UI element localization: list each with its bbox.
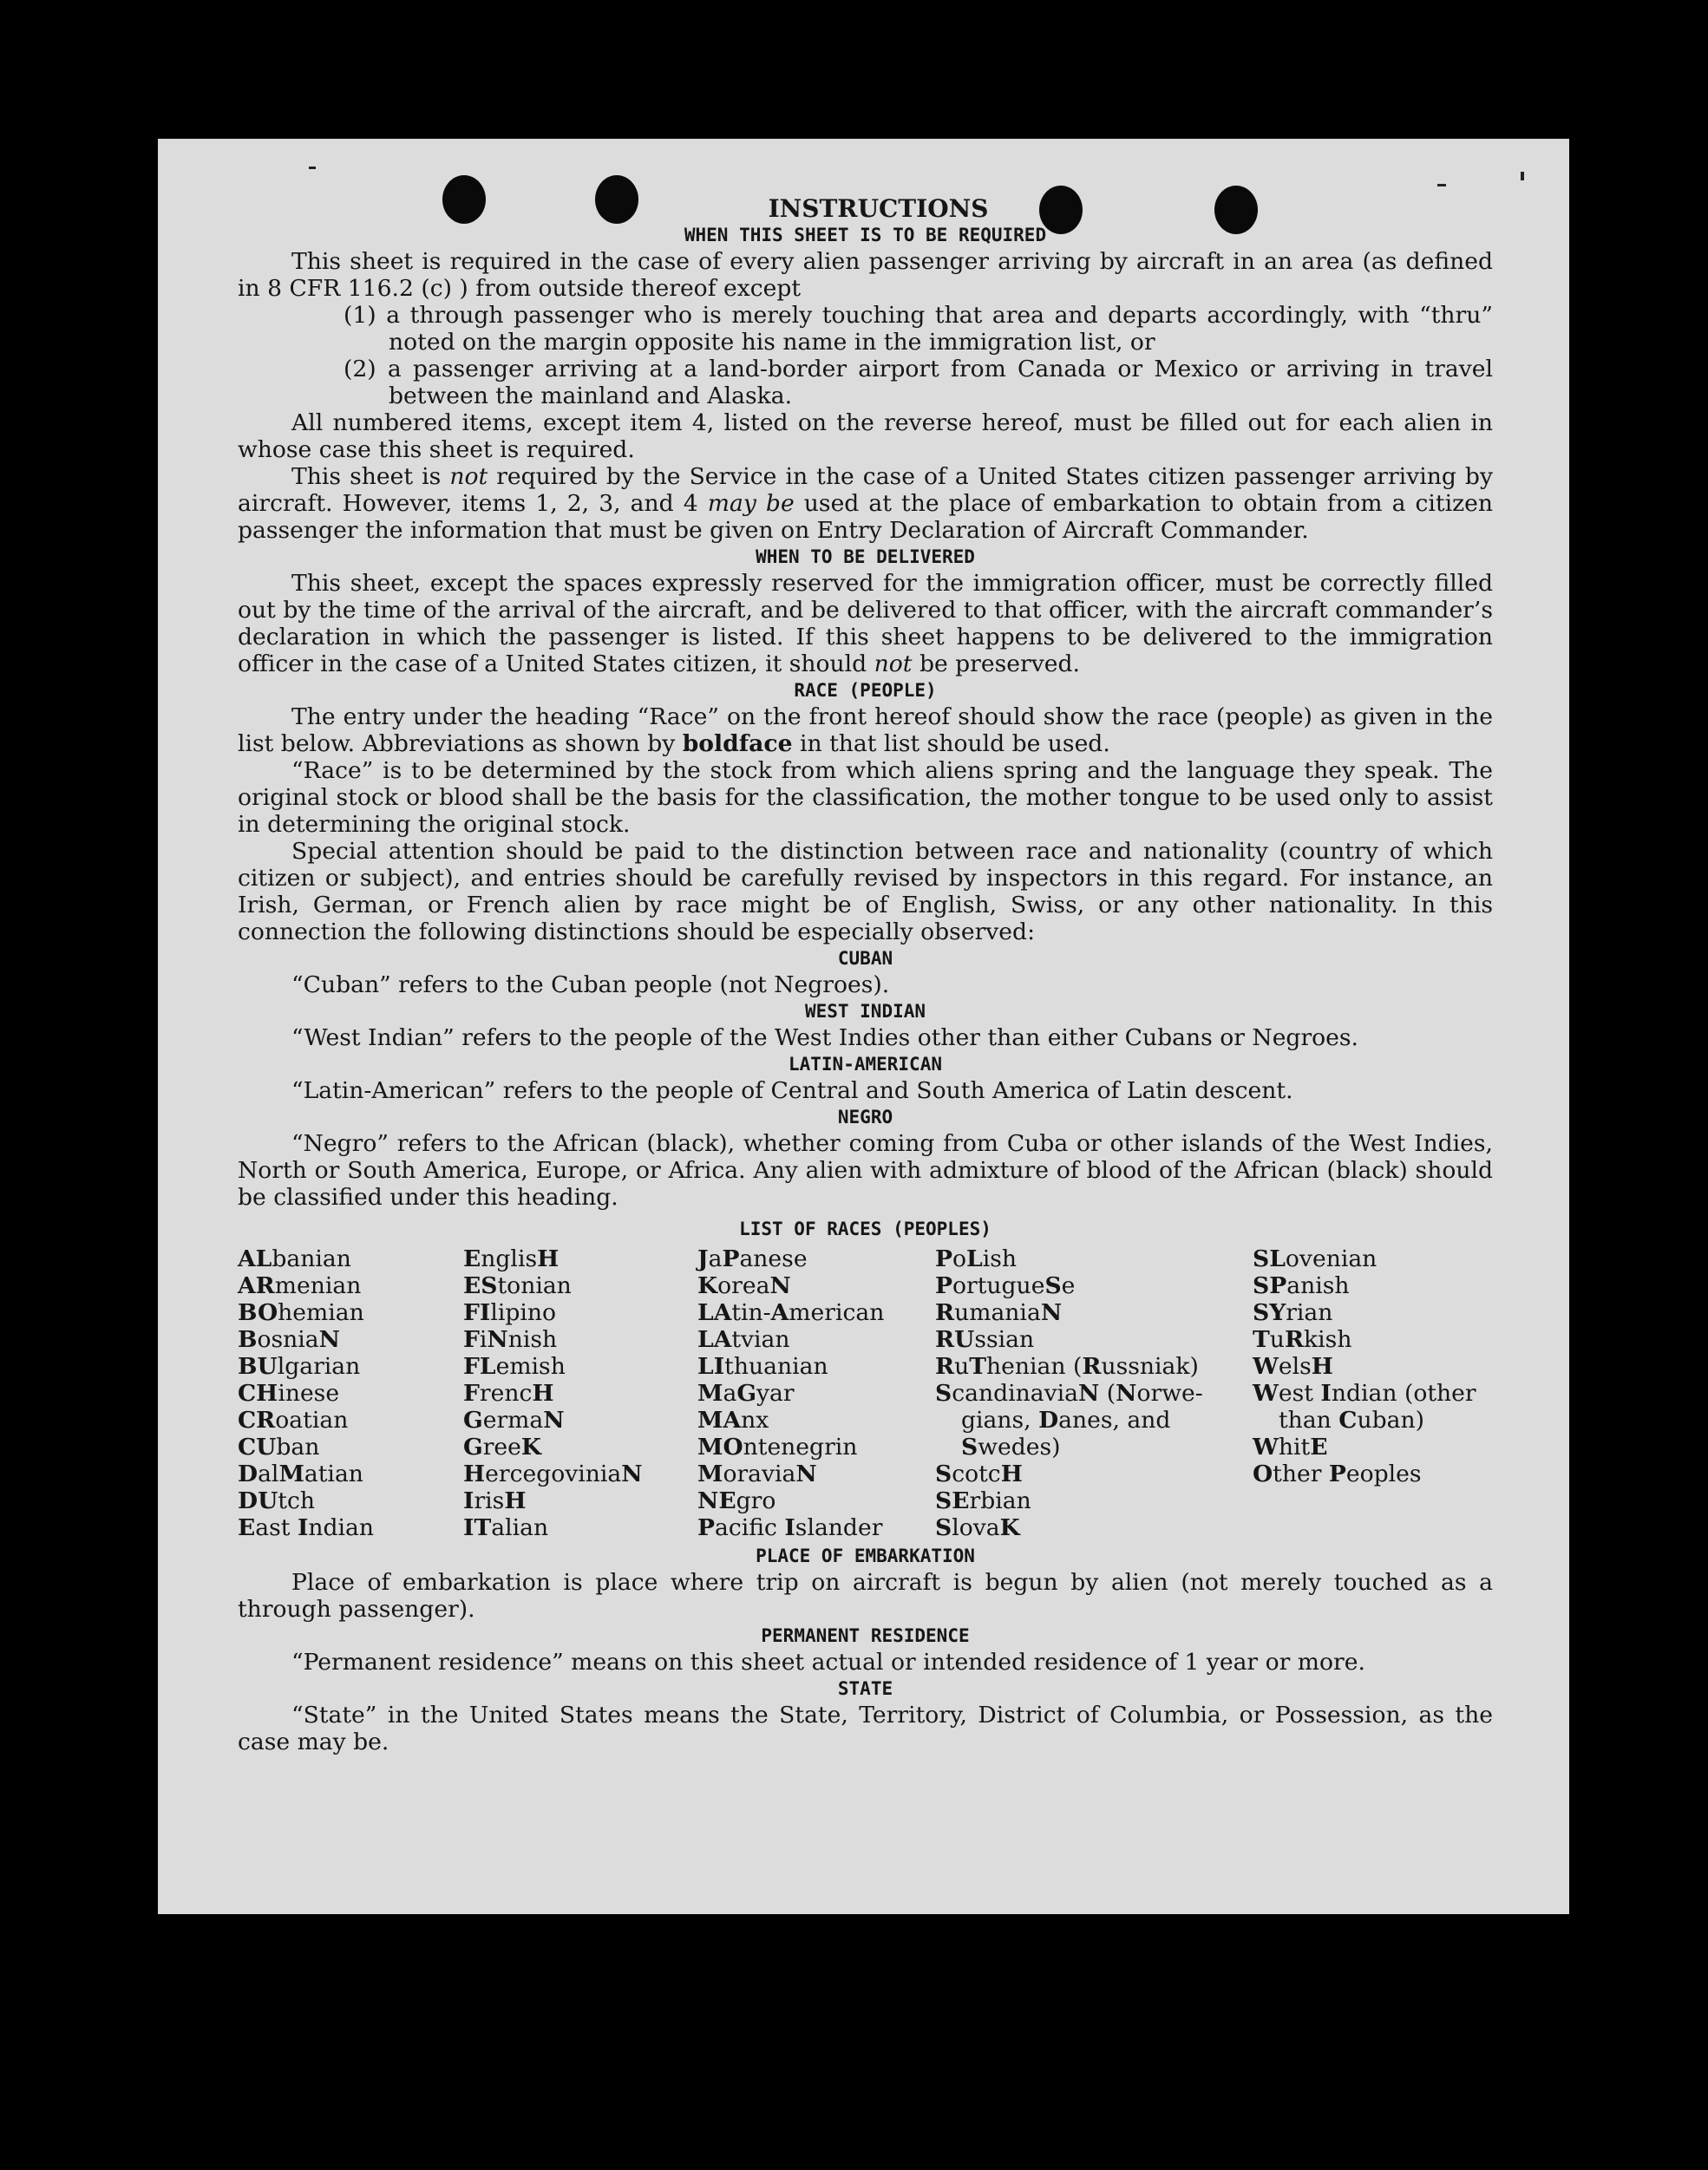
- race-entry-continued: gians, Danes, and: [961, 1407, 1171, 1434]
- race-entry: HercegoviniaN: [463, 1461, 643, 1487]
- text-run: required by the Service in the case of a United States citizen passenger arriving by aircraft. However, items 1, 2, 3, and 4: [238, 463, 1493, 517]
- text-run: The entry under the heading “Race” on the front hereof should show the race (people) as given in the list below. Abbreviations as shown by: [238, 703, 1493, 757]
- section-heading-embarkation: PLACE OF EMBARKATION: [756, 1546, 975, 1566]
- race-entry: EnglisH: [463, 1245, 560, 1272]
- race-entry: SlovaK: [935, 1514, 1020, 1541]
- section-heading-latin-american: LATIN-AMERICAN: [788, 1054, 942, 1075]
- paragraph: This sheet is required in the case of every alien passenger arriving by aircraft in an area (as defined in 8 CFR 116.2 (c) ) from outside thereof except: [238, 248, 1493, 302]
- race-entry: GermaN: [463, 1407, 565, 1434]
- section-heading-state: STATE: [837, 1678, 893, 1699]
- race-entry: JaPanese: [697, 1245, 808, 1272]
- race-entry-continued: Swedes): [961, 1434, 1061, 1461]
- race-entry: FLemish: [463, 1353, 566, 1380]
- text-run-italic: not: [449, 463, 488, 490]
- paragraph: [238, 463, 1493, 544]
- text-run: be preserved.: [912, 650, 1080, 677]
- race-entry: LAtvian: [697, 1326, 790, 1353]
- text-run: This sheet, except the spaces expressly reserved for the immigration officer, must be correctly filled out by the time of the arrival of the aircraft, and be delivered to that officer, with the aircraft commander’s declaration in which the passenger is listed. If this sheet happens to be delivered to the immigration officer in the case of a United States citizen, it should: [238, 570, 1493, 677]
- speck: [1437, 184, 1446, 186]
- text-run: This sheet is: [291, 463, 450, 490]
- race-entry: MOntenegrin: [697, 1434, 858, 1461]
- races-column: [463, 1245, 697, 1541]
- paragraph: All numbered items, except item 4, listed on the reverse hereof, must be filled out for each alien in whose case this sheet is required.: [238, 409, 1493, 463]
- race-entry: BUlgarian: [238, 1353, 361, 1380]
- race-entry: BosniaN: [238, 1326, 340, 1353]
- punch-hole: [442, 175, 486, 224]
- paragraph: “Negro” refers to the African (black), whether coming from Cuba or other islands of the West Indies, North or South America, Europe, or Africa. Any alien with admixture of blood of the African (black) should be classified under this heading.: [238, 1130, 1493, 1211]
- page-title: INSTRUCTIONS: [768, 194, 989, 223]
- race-entry: LAtin-American: [697, 1299, 885, 1326]
- text-run-italic: not: [874, 650, 913, 677]
- races-column: [935, 1245, 1253, 1541]
- section-heading-west-indian: WEST INDIAN: [804, 1001, 926, 1022]
- race-entry: PoLish: [935, 1245, 1017, 1272]
- race-entry: ITalian: [463, 1514, 549, 1541]
- race-entry: FiNnish: [463, 1326, 558, 1353]
- text-run-italic: may be: [707, 490, 795, 517]
- section-heading-when-required: WHEN THIS SHEET IS TO BE REQUIRED: [684, 225, 1047, 245]
- race-entry: ScotcH: [935, 1461, 1023, 1487]
- paragraph: “West Indian” refers to the people of the West Indies other than either Cubans or Negroes.: [291, 1024, 1359, 1051]
- section-heading-list-of-races: LIST OF RACES (PEOPLES): [739, 1219, 991, 1239]
- text-run: in that list should be used.: [792, 730, 1110, 757]
- section-heading-when-delivered: WHEN TO BE DELIVERED: [756, 546, 975, 567]
- race-entry: WelsH: [1253, 1353, 1333, 1380]
- race-entry: Other Peoples: [1253, 1461, 1422, 1487]
- race-entry: DalMatian: [238, 1461, 363, 1487]
- race-entry: West Indian (other: [1253, 1380, 1476, 1407]
- race-entry: RumaniaN: [935, 1299, 1063, 1326]
- paragraph: “Cuban” refers to the Cuban people (not Negroes).: [291, 971, 890, 998]
- race-entry: SPanish: [1253, 1272, 1350, 1299]
- race-entry: DUtch: [238, 1487, 315, 1514]
- race-entry: LIthuanian: [697, 1353, 828, 1380]
- paragraph: [238, 570, 1493, 677]
- race-entry: FrencH: [463, 1380, 554, 1407]
- race-entry: CUban: [238, 1434, 320, 1461]
- race-entry: IrisH: [463, 1487, 527, 1514]
- race-entry: MoraviaN: [697, 1461, 817, 1487]
- punch-hole: [1039, 186, 1083, 234]
- section-heading-permanent-residence: PERMANENT RESIDENCE: [761, 1625, 970, 1646]
- paragraph: “Race” is to be determined by the stock from which aliens spring and the language they speak. The original stock or blood shall be the basis for the classification, the mother tongue to be used only to assist in determining the original stock.: [238, 757, 1493, 838]
- races-column: [238, 1245, 463, 1541]
- punch-hole: [1214, 186, 1258, 234]
- text-run: used at the place of embarkation to obtain from a citizen passenger the information that must be given on Entry Declaration of Aircraft Commander.: [238, 490, 1493, 544]
- paragraph: Place of embarkation is place where trip on aircraft is begun by alien (not merely touched as a through passenger).: [238, 1569, 1493, 1623]
- exception-item-2: (2) a passenger arriving at a land-border airport from Canada or Mexico or arriving in travel between the mainland and Alaska.: [344, 356, 1493, 409]
- race-entry: SYrian: [1253, 1299, 1333, 1326]
- race-entry: GreeK: [463, 1434, 542, 1461]
- instruction-sheet: [158, 139, 1569, 1914]
- punch-hole: [595, 175, 638, 224]
- race-entry: CHinese: [238, 1380, 340, 1407]
- text-run-bold: boldface: [682, 730, 793, 757]
- race-entry: East Indian: [238, 1514, 375, 1541]
- race-entry: NEgro: [697, 1487, 776, 1514]
- race-entry: MaGyar: [697, 1380, 795, 1407]
- race-entry: ARmenian: [238, 1272, 362, 1299]
- race-entry-continued: than Cuban): [1279, 1407, 1424, 1434]
- race-entry: RuThenian (Russniak): [935, 1353, 1199, 1380]
- speck: [309, 167, 316, 169]
- paragraph: [238, 703, 1493, 757]
- paragraph: Special attention should be paid to the distinction between race and nationality (country of which citizen or subject), and entries should be carefully revised by inspectors in this regard. For instance, an Irish, German, or French alien by race might be of English, Swiss, or any other nationality. In this connection the following distinctions should be especially observed:: [238, 838, 1493, 945]
- paragraph: “Latin-American” refers to the people of Central and South America of Latin descent.: [291, 1077, 1293, 1104]
- race-entry: ALbanian: [238, 1245, 351, 1272]
- race-entry: FIlipino: [463, 1299, 557, 1326]
- race-entry: SErbian: [935, 1487, 1031, 1514]
- document-body: [238, 196, 1493, 1755]
- paragraph: “Permanent residence” means on this sheet actual or intended residence of 1 year or more.: [291, 1649, 1365, 1676]
- section-heading-race: RACE (PEOPLE): [794, 680, 937, 701]
- section-heading-cuban: CUBAN: [837, 948, 893, 969]
- race-entry: EStonian: [463, 1272, 572, 1299]
- paragraph: “State” in the United States means the State, Territory, District of Columbia, or Possession, as the case may be.: [238, 1702, 1493, 1755]
- section-heading-negro: NEGRO: [837, 1107, 893, 1127]
- race-entry: CRoatian: [238, 1407, 349, 1434]
- race-entry: TuRkish: [1253, 1326, 1352, 1353]
- race-entry: RUssian: [935, 1326, 1035, 1353]
- races-column: [697, 1245, 935, 1541]
- race-entry: ScandinaviaN (Norwe-: [935, 1380, 1203, 1407]
- race-entry: WhitE: [1253, 1434, 1328, 1461]
- race-entry: MAnx: [697, 1407, 769, 1434]
- race-entry: KoreaN: [697, 1272, 791, 1299]
- race-entry: Pacific Islander: [697, 1514, 883, 1541]
- races-list: [238, 1245, 1493, 1541]
- exception-item-1: (1) a through passenger who is merely touching that area and departs accordingly, with “thru” noted on the margin opposite his name in the immigration list, or: [344, 302, 1493, 356]
- race-entry: SLovenian: [1253, 1245, 1378, 1272]
- race-entry: BOhemian: [238, 1299, 364, 1326]
- race-entry: PortugueSe: [935, 1272, 1076, 1299]
- speck: [1521, 172, 1524, 180]
- races-column: [1253, 1245, 1493, 1541]
